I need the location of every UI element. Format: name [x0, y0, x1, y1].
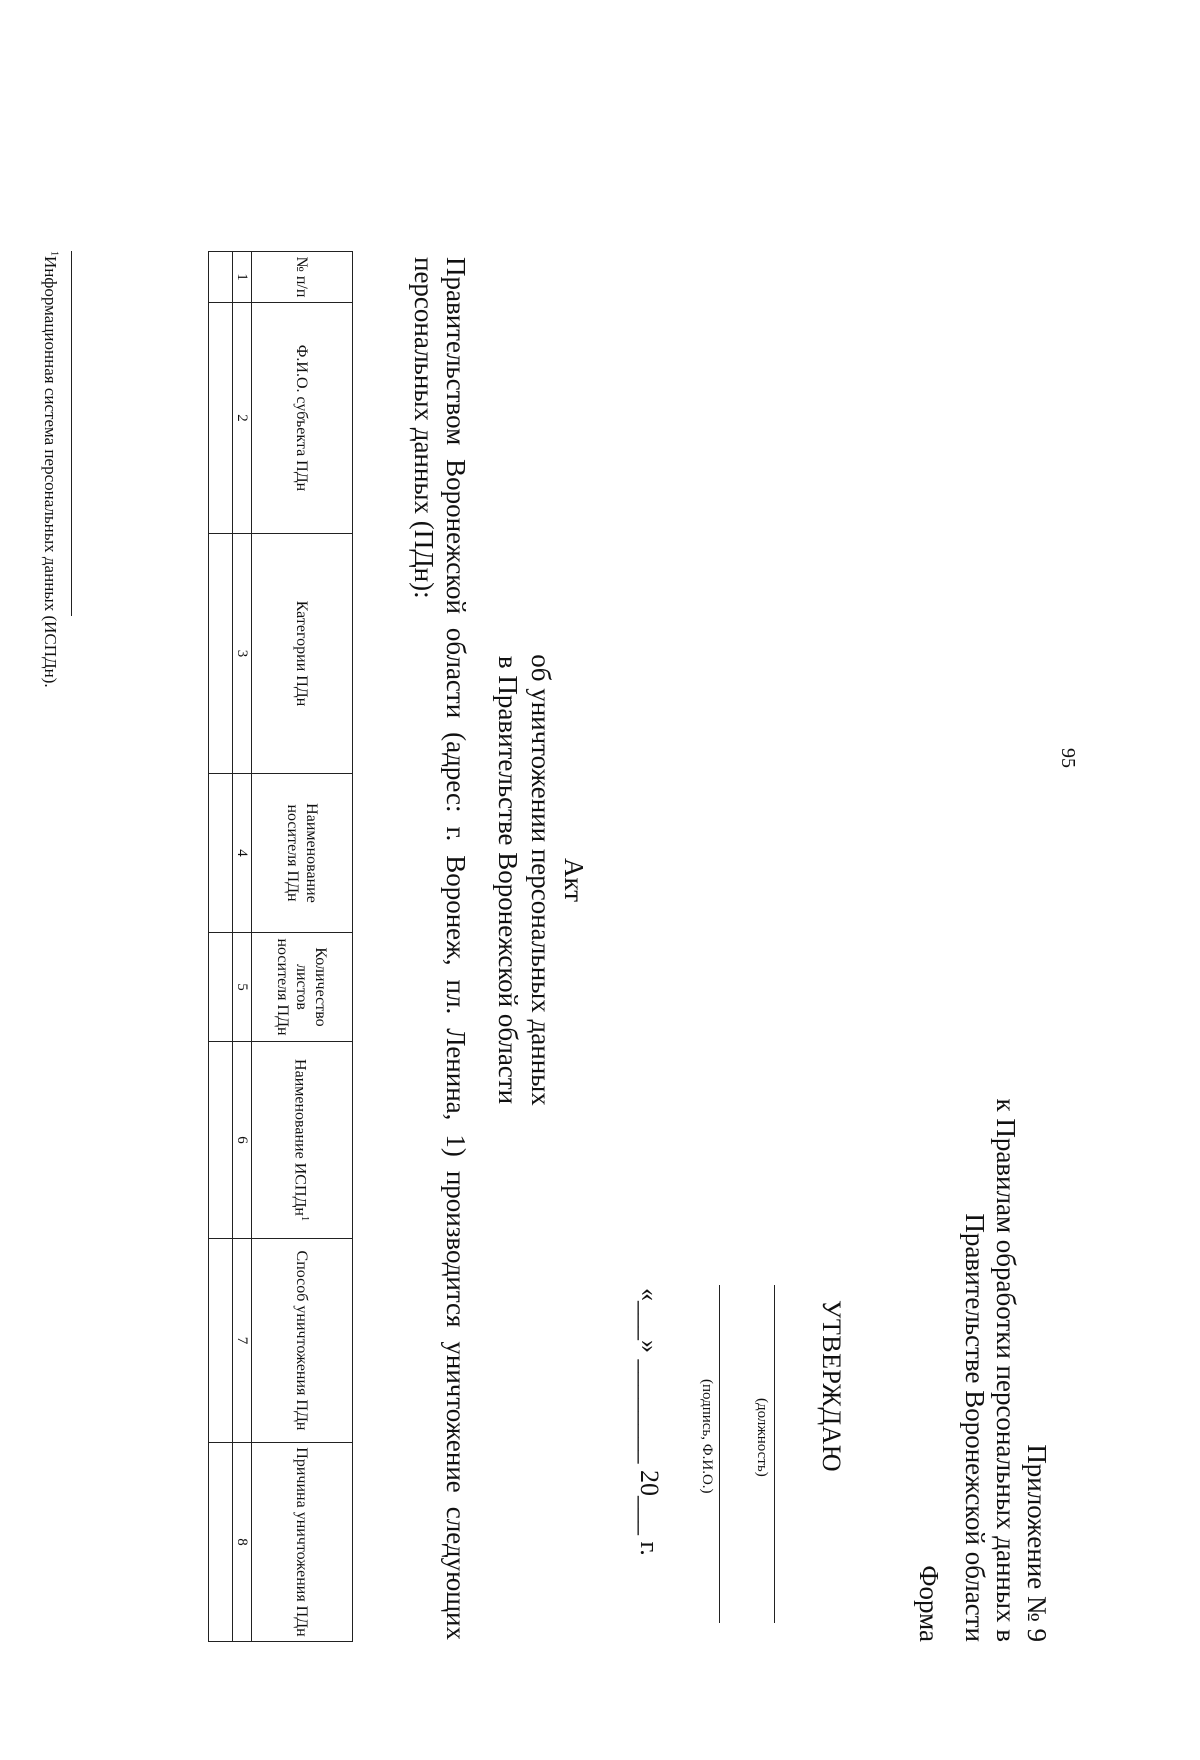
signature-line — [719, 1285, 720, 1623]
table-cell — [209, 774, 233, 933]
column-number: 8 — [233, 1443, 252, 1642]
table-cell — [209, 534, 233, 774]
table-cell — [209, 1443, 233, 1642]
position-caption: (должность) — [754, 1398, 770, 1477]
footnote-number: 1 — [48, 251, 60, 256]
appendix-heading — [959, 0, 1052, 1642]
page-number: 95 — [1057, 748, 1079, 768]
footnote-mark: 1 — [298, 1215, 310, 1221]
act-subtitle-1: об уничтожении персональных данных — [526, 654, 556, 1106]
act-title-block — [491, 0, 590, 1760]
appendix-line-3: Правительстве Воронежской области — [960, 1213, 990, 1642]
appendix-line-1: Приложение № 9 — [1022, 1444, 1052, 1642]
table-cell — [209, 303, 233, 534]
table-cell — [209, 1239, 233, 1443]
column-number: 1 — [233, 252, 252, 303]
footnote-text: Информационная система персональных данных (ИСПДн). — [41, 256, 60, 688]
column-number: 7 — [233, 1239, 252, 1443]
column-number: 3 — [233, 534, 252, 774]
header-number: № п/п — [252, 252, 353, 303]
destruction-table — [208, 251, 353, 1642]
table-cell — [209, 252, 233, 303]
appendix-line-2: к Правилам обработки персональных данных в — [991, 1098, 1021, 1642]
column-number: 6 — [233, 1042, 252, 1239]
header-ispdn-name — [252, 1042, 353, 1239]
footnote — [40, 251, 60, 688]
act-subtitle-2: в Правительстве Воронежской области — [493, 655, 523, 1105]
act-paragraph: Правительством Воронежской области (адрес: г. Воронеж, пл. Ленина, 1) производится уничтожение следующих персональных данных (ПДн): — [409, 257, 471, 1640]
form-label: Форма — [914, 1565, 944, 1642]
header-method: Способ уничтожения ПДн — [252, 1239, 353, 1443]
header-sheet-count: Количество листов носителя ПДн — [252, 933, 353, 1042]
header-carrier-name: Наименование носителя ПДн — [252, 774, 353, 933]
header-subject-name: Ф.И.О. субъекта ПДн — [252, 303, 353, 534]
table-cell — [209, 933, 233, 1042]
table-cell — [209, 1042, 233, 1239]
header-categories: Категории ПДн — [252, 534, 353, 774]
act-title: Акт — [559, 857, 589, 903]
position-line — [774, 1285, 775, 1623]
table-header-row — [252, 252, 353, 1642]
approval-date: «___» ________ 20___ г. — [635, 1288, 664, 1556]
signature-caption: (подпись, Ф.И.О.) — [699, 1379, 715, 1494]
approval-title: УТВЕРЖДАЮ — [817, 1300, 846, 1473]
footnote-rule — [71, 251, 72, 616]
column-number: 2 — [233, 303, 252, 534]
header-ispdn-label: Наименование ИСПДн — [291, 1059, 309, 1216]
column-number: 4 — [233, 774, 252, 933]
table-row — [209, 252, 233, 1642]
column-number-row — [233, 252, 252, 1642]
header-reason: Причина уничтожения ПДн — [252, 1443, 353, 1642]
column-number: 5 — [233, 933, 252, 1042]
